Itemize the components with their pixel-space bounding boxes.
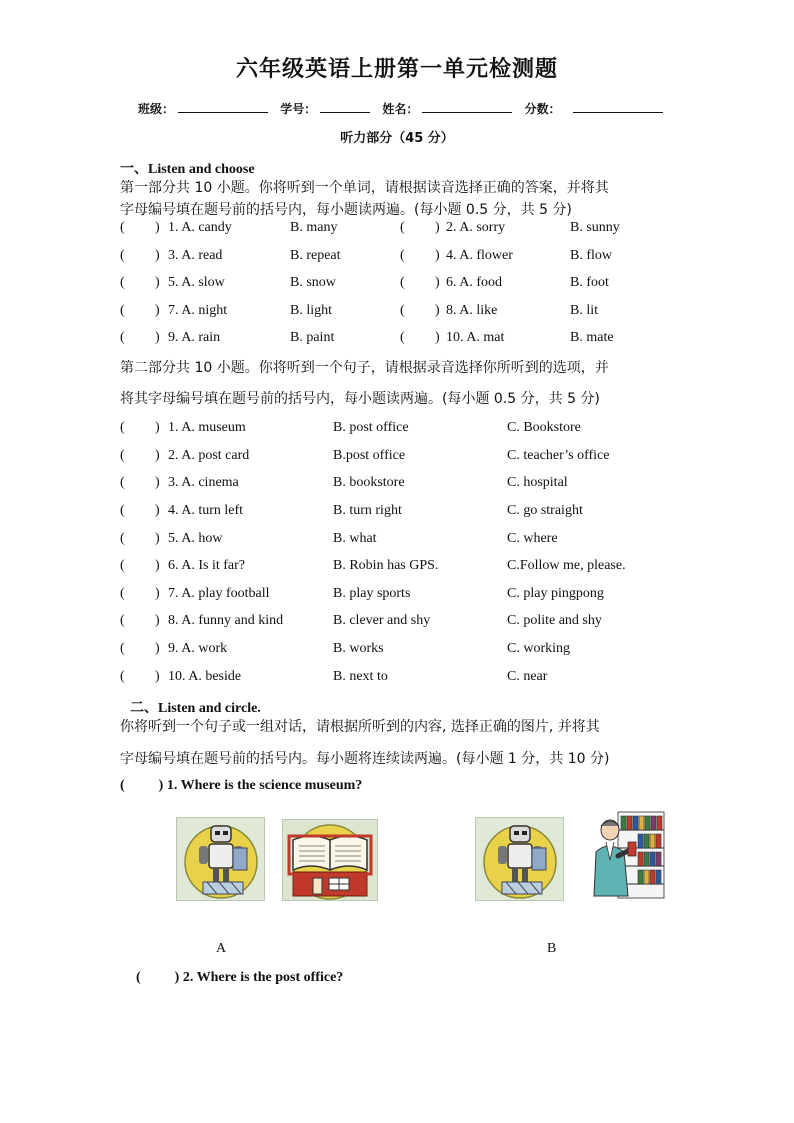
score-label: 分数：: [524, 102, 561, 116]
answer-paren-close: ): [155, 558, 160, 573]
answer-paren-close: ): [435, 303, 440, 318]
part2-instruction-1: 第二部分共 10 小题。你将听到一个句子，请根据录音选择你所听到的选项，并: [120, 360, 609, 376]
answer-paren-close: ): [174, 970, 180, 985]
robot-picture-b: [475, 817, 564, 901]
option-c: C. teacher’s office: [507, 448, 610, 463]
robot-icon: [177, 818, 264, 900]
section1-heading: 一、Listen and choose: [120, 162, 255, 177]
option-a: 4. A. flower: [446, 248, 513, 263]
option-b: B. snow: [290, 275, 336, 290]
answer-paren-close: ): [155, 475, 160, 490]
option-a: 6. A. Is it far?: [168, 558, 245, 573]
section2-heading: 二、Listen and circle.: [130, 701, 261, 716]
answer-paren-open[interactable]: (: [120, 531, 125, 546]
option-a: 6. A. food: [446, 275, 502, 290]
part1-instruction-2: 字母编号填在题号前的括号内，每小题读两遍。(每小题 0.5 分，共 5 分): [120, 202, 572, 218]
option-a: 2. A. sorry: [446, 220, 506, 235]
answer-paren-open[interactable]: (: [120, 669, 125, 684]
option-b: B. foot: [570, 275, 609, 290]
answer-paren-close: ): [155, 641, 160, 656]
answer-paren-open[interactable]: (: [120, 248, 125, 263]
robot-picture-a: [176, 817, 265, 901]
option-b: B. clever and shy: [333, 613, 431, 628]
option-b: B. play sports: [333, 586, 411, 601]
option-b: B. light: [290, 303, 333, 318]
answer-paren-open[interactable]: (: [120, 586, 125, 601]
part2-instruction-2: 将其字母编号填在题号前的括号内，每小题读两遍。(每小题 0.5 分，共 5 分): [120, 391, 600, 407]
answer-paren-close: ): [435, 275, 440, 290]
answer-paren-close: ): [155, 330, 160, 345]
option-a: 10. A. mat: [446, 330, 505, 345]
option-b: B. bookstore: [333, 475, 405, 490]
option-c: C. where: [507, 531, 558, 546]
option-b: B. next to: [333, 669, 388, 684]
option-a: 1. A. museum: [168, 420, 246, 435]
bookstore-picture-a: [282, 819, 378, 901]
option-b: B. repeat: [290, 248, 341, 263]
question-text: 1. Where is the science museum?: [166, 778, 363, 793]
option-c: C. hospital: [507, 475, 568, 490]
librarian-icon: [588, 808, 668, 903]
option-c: C. play pingpong: [507, 586, 604, 601]
option-a: 8. A. like: [446, 303, 498, 318]
answer-paren-close: ): [155, 420, 160, 435]
option-a: 9. A. rain: [168, 330, 221, 345]
answer-paren-open[interactable]: (: [400, 330, 405, 345]
question-text: 2. Where is the post office?: [182, 970, 344, 985]
answer-paren-open[interactable]: (: [120, 275, 125, 290]
option-b: B. mate: [570, 330, 614, 345]
answer-paren-close: ): [155, 531, 160, 546]
answer-paren-open[interactable]: (: [120, 558, 125, 573]
option-b: B. lit: [570, 303, 599, 318]
name-label: 姓名：: [382, 102, 419, 116]
page-title: 六年级英语上册第一单元检测题: [235, 57, 558, 82]
option-a: 1. A. candy: [168, 220, 232, 235]
section2-instruction-2: 字母编号填在题号前的括号内。每小题将连续读两遍。(每小题 1 分，共 10 分): [120, 751, 610, 767]
answer-paren-open[interactable]: (: [120, 420, 125, 435]
option-a: 5. A. slow: [168, 275, 225, 290]
answer-paren-open[interactable]: (: [120, 303, 125, 318]
option-a: 9. A. work: [168, 641, 228, 656]
option-a: 3. A. read: [168, 248, 223, 263]
answer-paren-close: ): [155, 275, 160, 290]
id-label: 学号：: [280, 102, 317, 116]
option-a: 8. A. funny and kind: [168, 613, 284, 628]
answer-paren-open[interactable]: (: [400, 275, 405, 290]
answer-paren-close: ): [155, 303, 160, 318]
bookstore-icon: [283, 820, 377, 900]
option-a: 10. A. beside: [168, 669, 242, 684]
score-blank[interactable]: [573, 100, 663, 113]
answer-paren-open[interactable]: (: [120, 613, 125, 628]
option-b: B.post office: [333, 448, 406, 463]
answer-paren-open[interactable]: (: [400, 248, 405, 263]
option-label-b[interactable]: B: [547, 941, 557, 956]
answer-paren-open[interactable]: (: [400, 303, 405, 318]
option-b: B. turn right: [333, 503, 402, 518]
student-info-line: [138, 100, 667, 117]
option-c: C. Bookstore: [507, 420, 581, 435]
option-label-a[interactable]: A: [216, 941, 227, 956]
section2-question-2: [136, 970, 343, 986]
answer-paren-open[interactable]: (: [120, 778, 125, 793]
library-picture-b: [588, 808, 668, 903]
answer-paren-close: ): [435, 220, 440, 235]
answer-paren-open[interactable]: (: [136, 970, 141, 985]
answer-paren-open[interactable]: (: [120, 448, 125, 463]
answer-paren-close: ): [155, 248, 160, 263]
option-b: B. what: [333, 531, 377, 546]
option-b: B. post office: [333, 420, 409, 435]
answer-paren-open[interactable]: (: [120, 220, 125, 235]
class-blank[interactable]: [178, 100, 268, 113]
option-c: C. near: [507, 669, 548, 684]
answer-paren-open[interactable]: (: [120, 330, 125, 345]
answer-paren-close: ): [435, 330, 440, 345]
answer-paren-close: ): [435, 248, 440, 263]
option-a: 4. A. turn left: [168, 503, 244, 518]
answer-paren-open[interactable]: (: [120, 475, 125, 490]
section2-instruction-1: 你将听到一个句子或一组对话，请根据所听到的内容, 选择正确的图片, 并将其: [120, 719, 600, 735]
answer-paren-close: ): [155, 503, 160, 518]
option-c: C.Follow me, please.: [507, 558, 626, 573]
answer-paren-close: ): [155, 448, 160, 463]
option-a: 2. A. post card: [168, 448, 250, 463]
answer-paren-open[interactable]: (: [120, 503, 125, 518]
option-b: B. paint: [290, 330, 335, 345]
section2-question-1: [120, 778, 362, 794]
option-c: C. working: [507, 641, 570, 656]
option-b: B. Robin has GPS.: [333, 558, 439, 573]
option-a: 7. A. play football: [168, 586, 270, 601]
option-c: C. go straight: [507, 503, 583, 518]
option-b: B. works: [333, 641, 384, 656]
robot-icon: [476, 818, 563, 900]
name-blank[interactable]: [422, 100, 512, 113]
answer-paren-open[interactable]: (: [120, 641, 125, 656]
option-a: 3. A. cinema: [168, 475, 239, 490]
answer-paren-close: ): [155, 220, 160, 235]
answer-paren-close: ): [155, 586, 160, 601]
id-blank[interactable]: [320, 100, 370, 113]
class-label: 班级：: [138, 102, 175, 116]
answer-paren-close: ): [155, 613, 160, 628]
option-a: 5. A. how: [168, 531, 223, 546]
answer-paren-close: ): [155, 669, 160, 684]
answer-paren-open[interactable]: (: [400, 220, 405, 235]
part1-instruction-1: 第一部分共 10 小题。你将听到一个单词，请根据读音选择正确的答案，并将其: [120, 180, 609, 196]
answer-paren-close: ): [158, 778, 164, 793]
option-b: B. sunny: [570, 220, 620, 235]
option-b: B. many: [290, 220, 338, 235]
option-b: B. flow: [570, 248, 612, 263]
option-a: 7. A. night: [168, 303, 228, 318]
option-c: C. polite and shy: [507, 613, 602, 628]
listening-header: 听力部分（45 分）: [340, 131, 454, 146]
